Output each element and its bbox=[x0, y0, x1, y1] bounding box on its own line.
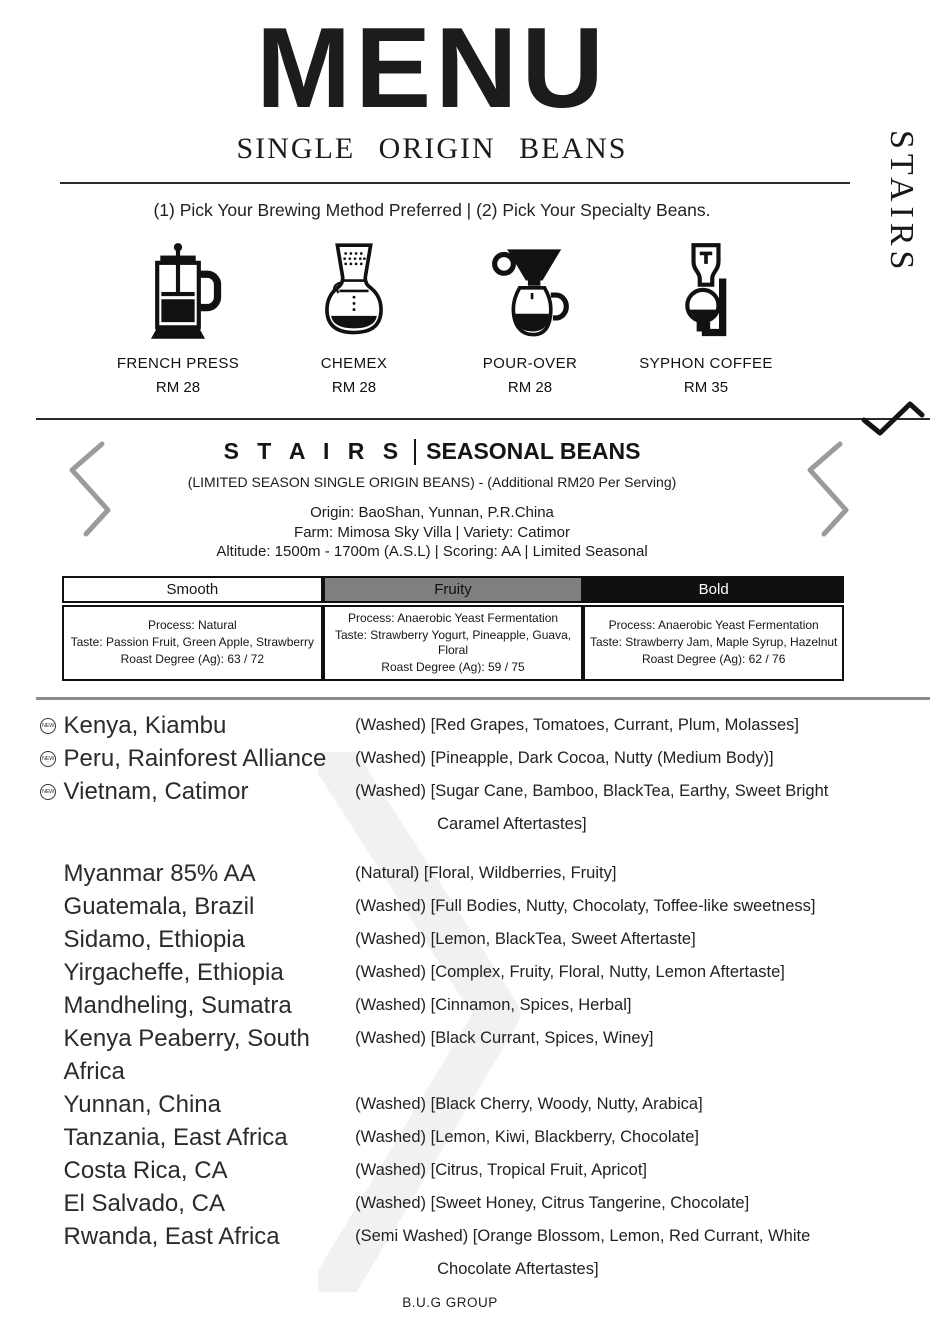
badge-slot bbox=[40, 1154, 64, 1179]
french-press-icon bbox=[92, 237, 264, 345]
bean-row bbox=[40, 890, 864, 923]
profile-column bbox=[323, 576, 584, 681]
bean-name: Yunnan, China bbox=[63, 1090, 221, 1118]
bean-row bbox=[40, 1154, 864, 1187]
bean-tasting-note: (Washed) [Sweet Honey, Citrus Tangerine, Chocolate] bbox=[355, 1193, 750, 1212]
seasonal-heading bbox=[0, 438, 864, 465]
bean-tasting-note: (Semi Washed) [Orange Blossom, Lemon, Red Currant, White Chocolate Aftertastes] bbox=[355, 1226, 811, 1278]
bean-name: Vietnam, Catimor bbox=[63, 777, 249, 805]
bean-row bbox=[40, 709, 864, 742]
bean-name: Costa Rica, CA bbox=[63, 1156, 228, 1184]
brewing-method bbox=[268, 237, 440, 396]
brewing-method-name: FRENCH PRESS bbox=[116, 355, 240, 372]
bean-tasting-note: (Washed) [Sugar Cane, Bamboo, BlackTea, Earthy, Sweet Bright Caramel Aftertastes] bbox=[355, 781, 829, 833]
brewing-method-price: RM 28 bbox=[331, 379, 377, 396]
profile-header: Bold bbox=[583, 576, 844, 603]
bean-row bbox=[40, 956, 864, 989]
brewing-method-price: RM 35 bbox=[683, 379, 729, 396]
badge-slot bbox=[40, 989, 64, 1014]
badge-slot bbox=[40, 956, 64, 981]
seasonal-title: SEASONAL BEANS bbox=[426, 438, 641, 464]
heading-separator bbox=[414, 439, 416, 465]
bean-tasting-note: (Washed) [Complex, Fruity, Floral, Nutty, Lemon Aftertaste] bbox=[355, 962, 785, 981]
profile-taste: Taste: Strawberry Yogurt, Pineapple, Guava, Floral bbox=[334, 627, 572, 657]
badge-slot bbox=[40, 1187, 64, 1212]
bean-row bbox=[40, 1022, 864, 1088]
bean-name: El Salvado, CA bbox=[63, 1189, 225, 1217]
seasonal-origin: Origin: BaoShan, Yunnan, P.R.China bbox=[310, 504, 554, 521]
page-title: MENU bbox=[256, 5, 608, 132]
brewing-method-price: RM 28 bbox=[507, 379, 553, 396]
brewing-method bbox=[620, 237, 792, 396]
stairs-logo-zigzag-icon bbox=[860, 392, 926, 438]
profile-header: Fruity bbox=[323, 576, 584, 603]
bean-row bbox=[40, 1121, 864, 1154]
bean-name: Myanmar 85% AA bbox=[63, 859, 256, 887]
badge-slot bbox=[40, 857, 64, 882]
badge-slot bbox=[40, 1088, 64, 1113]
pour-over-icon bbox=[444, 237, 616, 345]
brewing-method bbox=[444, 237, 616, 396]
badge-slot bbox=[40, 709, 64, 734]
bean-name: Peru, Rainforest Alliance bbox=[63, 744, 327, 772]
bean-tasting-note: (Washed) [Pineapple, Dark Cocoa, Nutty (Medium Body)] bbox=[355, 748, 774, 767]
bean-name: Rwanda, East Africa bbox=[63, 1222, 280, 1250]
bean-list bbox=[0, 700, 864, 1286]
seasonal-brand: S T A I R S bbox=[223, 438, 405, 464]
badge-slot bbox=[40, 1022, 64, 1047]
bean-row bbox=[40, 857, 864, 890]
bean-row bbox=[40, 742, 864, 775]
bean-row bbox=[40, 1220, 864, 1286]
zigzag-right-icon bbox=[800, 438, 852, 540]
bean-name: Kenya, Kiambu bbox=[63, 711, 227, 739]
bean-name: Guatemala, Brazil bbox=[63, 892, 255, 920]
brewing-method-name: CHEMEX bbox=[320, 355, 388, 372]
brewing-method-name: SYPHON COFFEE bbox=[639, 355, 773, 372]
header-divider bbox=[60, 182, 850, 184]
bean-tasting-note: (Washed) [Black Cherry, Woody, Nutty, Arabica] bbox=[355, 1094, 703, 1113]
badge-slot bbox=[40, 923, 64, 948]
bean-name: Yirgacheffe, Ethiopia bbox=[63, 958, 284, 986]
profile-column bbox=[62, 576, 323, 681]
bean-row bbox=[40, 775, 864, 841]
profile-body bbox=[583, 605, 844, 681]
bean-tasting-note: (Washed) [Citrus, Tropical Fruit, Apricot] bbox=[355, 1160, 648, 1179]
bean-tasting-note: (Washed) [Black Currant, Spices, Winey] bbox=[355, 1028, 654, 1047]
bean-name: Sidamo, Ethiopia bbox=[63, 925, 245, 953]
badge-slot bbox=[40, 890, 64, 915]
brewing-method-price: RM 28 bbox=[155, 379, 201, 396]
seasonal-altitude-scoring: Altitude: 1500m - 1700m (A.S.L) | Scoring: AA | Limited Seasonal bbox=[216, 543, 648, 560]
profile-body bbox=[323, 605, 584, 681]
bean-row bbox=[40, 923, 864, 956]
new-badge: NEW bbox=[40, 784, 56, 800]
profile-process: Process: Anaerobic Yeast Fermentation bbox=[347, 610, 559, 625]
bean-tasting-note: (Washed) [Full Bodies, Nutty, Chocolaty, Toffee-like sweetness] bbox=[355, 896, 816, 915]
new-badge: NEW bbox=[40, 751, 56, 767]
bean-row bbox=[40, 1187, 864, 1220]
badge-slot bbox=[40, 742, 64, 767]
bean-tasting-note: (Washed) [Cinnamon, Spices, Herbal] bbox=[355, 995, 632, 1014]
bean-row bbox=[40, 989, 864, 1022]
brewing-method-name: POUR-OVER bbox=[482, 355, 578, 372]
bean-name: Tanzania, East Africa bbox=[63, 1123, 288, 1151]
page-subtitle: SINGLE ORIGIN BEANS bbox=[236, 132, 628, 165]
profile-column bbox=[583, 576, 844, 681]
bean-tasting-note: (Natural) [Floral, Wildberries, Fruity] bbox=[355, 863, 617, 882]
ordering-instruction: (1) Pick Your Brewing Method Preferred | (2) Pick Your Specialty Beans. bbox=[153, 200, 711, 220]
vertical-brand: STAIRS bbox=[883, 130, 920, 275]
badge-slot bbox=[40, 1121, 64, 1146]
seasonal-section bbox=[0, 420, 864, 562]
profile-process: Process: Natural bbox=[147, 618, 237, 632]
profile-roast: Roast Degree (Ag): 59 / 75 bbox=[381, 659, 525, 674]
profile-roast: Roast Degree (Ag): 62 / 76 bbox=[641, 652, 786, 666]
profile-process: Process: Anaerobic Yeast Fermentation bbox=[608, 618, 819, 632]
bean-name: Kenya Peaberry, South Africa bbox=[63, 1024, 310, 1085]
badge-slot bbox=[40, 1220, 64, 1245]
bean-tasting-note: (Washed) [Lemon, BlackTea, Sweet Aftertaste] bbox=[355, 929, 696, 948]
badge-slot bbox=[40, 775, 64, 800]
brewing-methods-row bbox=[92, 237, 792, 396]
profile-taste: Taste: Strawberry Jam, Maple Syrup, Hazelnut bbox=[589, 635, 838, 649]
footer-brand: B.U.G GROUP bbox=[402, 1295, 498, 1310]
seasonal-farm-variety: Farm: Mimosa Sky Villa | Variety: Catimor bbox=[294, 523, 570, 541]
bean-tasting-note: (Washed) [Red Grapes, Tomatoes, Currant, Plum, Molasses] bbox=[355, 715, 799, 734]
bean-name: Mandheling, Sumatra bbox=[63, 991, 292, 1019]
bean-tasting-note: (Washed) [Lemon, Kiwi, Blackberry, Chocolate] bbox=[355, 1127, 700, 1146]
profile-taste: Taste: Passion Fruit, Green Apple, Strawberry bbox=[70, 635, 315, 649]
side-rail bbox=[860, 0, 936, 1324]
seasonal-subtitle: (LIMITED SEASON SINGLE ORIGIN BEANS) - (Additional RM20 Per Serving) bbox=[187, 474, 677, 490]
zigzag-left-icon bbox=[62, 438, 114, 540]
bean-row bbox=[40, 1088, 864, 1121]
chemex-icon bbox=[268, 237, 440, 345]
profile-roast: Roast Degree (Ag): 63 / 72 bbox=[120, 652, 265, 666]
new-badge: NEW bbox=[40, 718, 56, 734]
main-column bbox=[0, 5, 864, 1286]
profile-table bbox=[62, 576, 844, 681]
profile-header: Smooth bbox=[62, 576, 323, 603]
syphon-coffee-icon bbox=[620, 237, 792, 345]
brewing-method bbox=[92, 237, 264, 396]
profile-body bbox=[62, 605, 323, 681]
